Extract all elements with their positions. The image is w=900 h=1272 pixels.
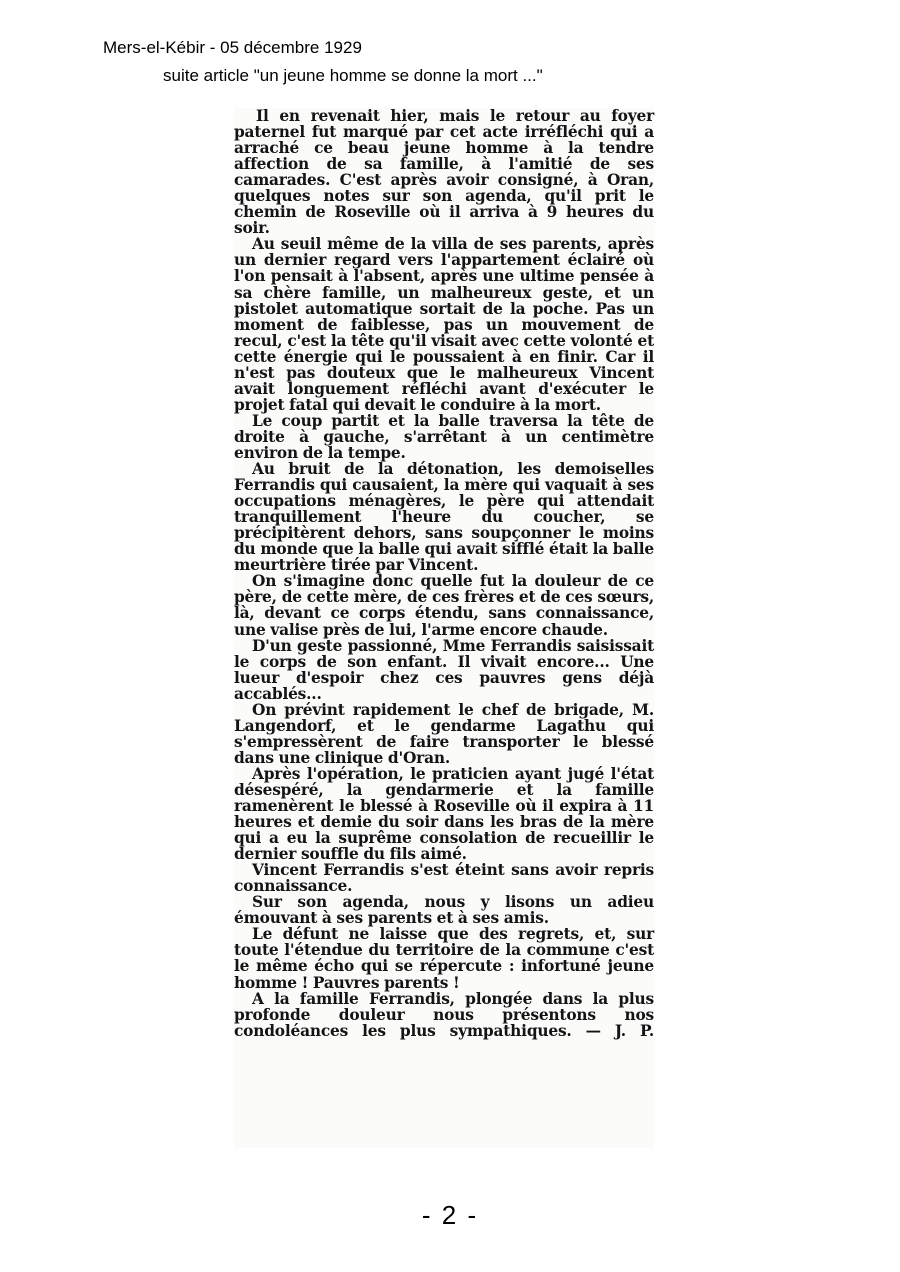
article-paragraph: Au bruit de la détonation, les demoiselles Ferrandis qui causaient, la mère qui vaquait à ses occupations ménagères, le père qui attendait tranquillement l'heure du coucher, se précipitèrent dehors, sans soupçonner le moins du monde que la balle qui avait sifflé était la balle meurtrière tirée par Vincent. [234, 460, 654, 575]
newspaper-clipping [234, 108, 654, 1148]
page-title: Mers-el-Kébir - 05 décembre 1929 [103, 38, 362, 57]
page-subtitle: suite article "un jeune homme se donne la mort ..." [163, 66, 543, 85]
article-paragraph: Il en revenait hier, mais le retour au foyer paternel fut marqué par cet acte irréfléchi qui a arraché ce beau jeune homme à la tendre affection de sa famille, à l'amitié de ses camarades. C'est après avoir consigné, à Oran, quelques notes sur son agenda, qu'il prit le chemin de Roseville où il arriva à 9 heures du soir. [234, 107, 654, 238]
article-paragraph: Après l'opération, le praticien ayant jugé l'état désespéré, la gendarmerie et la famille ramenèrent le blessé à Roseville où il expira à 11 heures et demie du soir dans les bras de la mère qui a eu la suprême consolation de recueillir le dernier souffle du fils aimé. [234, 764, 654, 864]
article-paragraph: D'un geste passionné, Mme Ferrandis saisissait le corps de son enfant. Il vivait encore... Une lueur d'espoir chez ces pauvres gens déjà accablés... [234, 636, 654, 703]
article-paragraph: On prévint rapidement le chef de brigade, M. Langendorf, et le gendarme Lagathu qui s'empressèrent de faire transporter le blessé dans une clinique d'Oran. [234, 700, 654, 767]
article-paragraph: Au seuil même de la villa de ses parents, après un dernier regard vers l'appartement éclairé où l'on pensait à l'absent, après une ultime pensée à sa chère famille, un malheureux geste, et un pistolet automatique sortait de la poche. Pas un moment de faiblesse, pas un mouvement de recul, c'est la tête qu'il visait avec cette volonté et cette énergie qui le poussaient à en finir. Car il n'est pas douteux que le malheureux Vincent avait longuement réfléchi avant d'exécuter le projet fatal qui devait le conduire à la mort. [234, 235, 654, 414]
article-paragraph: On s'imagine donc quelle fut la douleur de ce père, de cette mère, de ces frères et de ces sœurs, là, devant ce corps étendu, sans connaissance, une valise près de lui, l'arme encore chaude. [234, 572, 654, 639]
article-paragraph: Le coup partit et la balle traversa la tête de droite à gauche, s'arrêtant à un centimètre environ de la tempe. [234, 411, 654, 462]
article-paragraph: Vincent Ferrandis s'est éteint sans avoir repris connaissance. [234, 861, 654, 896]
page-number: - 2 - [421, 1200, 479, 1230]
article-paragraph: A la famille Ferrandis, plongée dans la plus profonde douleur nous présentons nos condoléances les plus sympathiques. — J. P. [234, 989, 654, 1040]
article-paragraph: Le défunt ne laisse que des regrets, et, sur toute l'étendue du territoire de la commune c'est le même écho qui se répercute : infortuné jeune homme ! Pauvres parents ! [234, 925, 654, 992]
article-paragraph: Sur son agenda, nous y lisons un adieu émouvant à ses parents et à ses amis. [234, 893, 654, 928]
